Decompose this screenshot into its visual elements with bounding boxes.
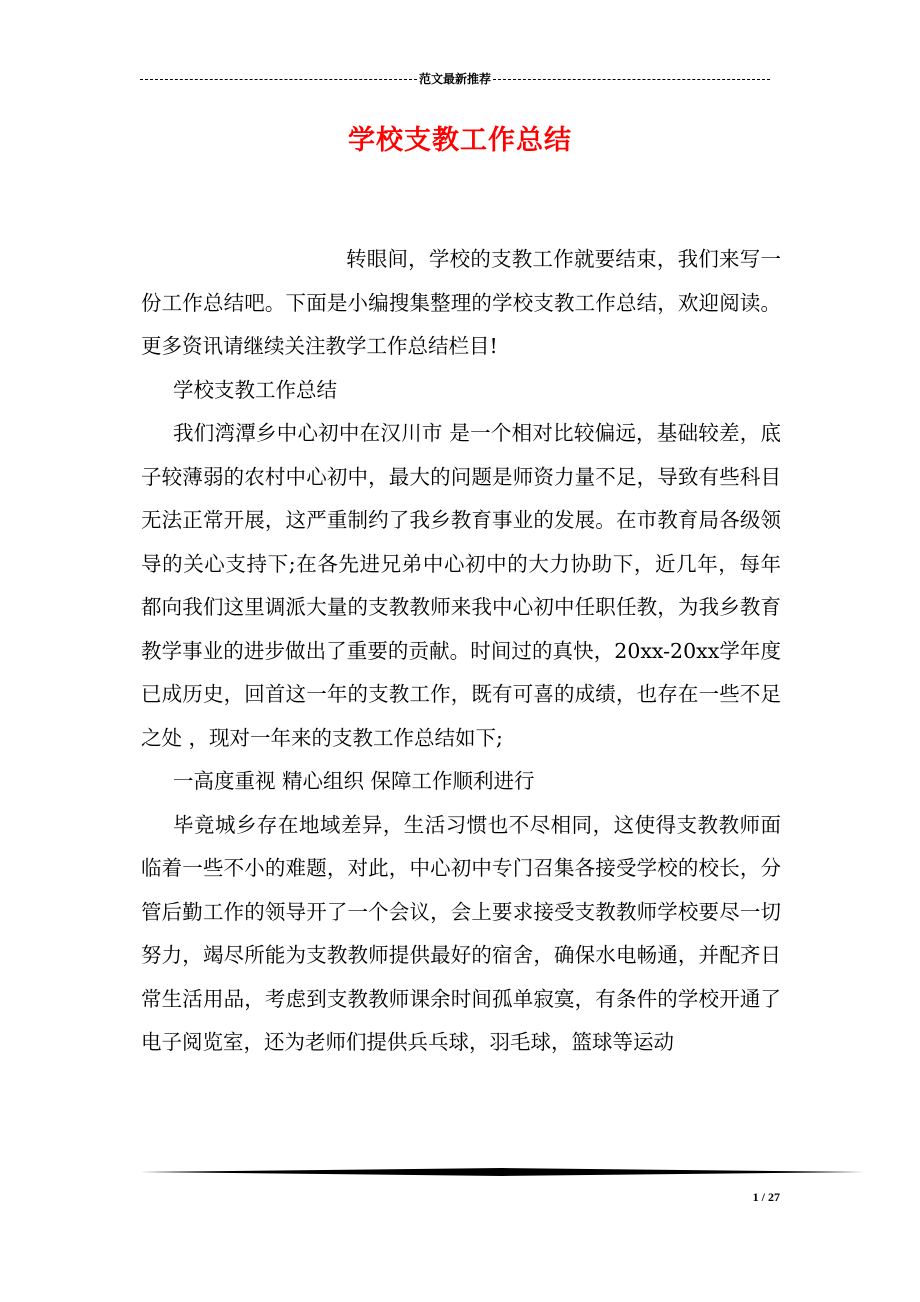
subsection-heading: 一高度重视 精心组织 保障工作顺利进行 [173, 769, 535, 793]
header-label: 范文最新推荐 [419, 71, 492, 86]
document-title: 学校支教工作总结 [348, 125, 572, 156]
body-paragraph: 毕竟城乡存在地域差异，生活习惯也不尽相同，这使得支教教师面临着一些不小的难题，对此，中心初中专门召集各接受学校的校长，分管后勤工作的领导开了一个会议，会上要求接受支教教师学校要尽一切努力，竭尽所能为支教教师提供最好的宿舍，确保水电畅通，并配齐日常生活用品，考虑到支教教师课余时间孤单寂寞，有条件的学校开通了电子阅览室，还为老师们提供兵乓球，羽毛球，篮球等运动 [141, 812, 781, 1054]
page-number: 1 / 27 [752, 1190, 780, 1204]
section-heading: 学校支教工作总结 [173, 377, 337, 402]
footer-rule [140, 1168, 864, 1176]
intro-paragraph: 转眼间，学校的支教工作就要结束，我们来写一份工作总结吧。下面是小编搜集整理的学校支教工作总结，欢迎阅读。更多资讯请继续关注教学工作总结栏目! [141, 247, 781, 358]
page-header [140, 68, 770, 88]
header-dash-left [140, 79, 417, 80]
document-body [141, 238, 781, 1065]
body-paragraph: 我们湾潭乡中心初中在汉川市 是一个相对比较偏远，基础较差，底子较薄弱的农村中心初中，最大的问题是师资力量不足，导致有些科目无法正常开展，这严重制约了我乡教育事业的发展。在市教育局各级领导的关心支持下;在各先进兄弟中心初中的大力协助下，近几年，每年都向我们这里调派大量的支教教师来我中心初中任职任教，为我乡教育教学事业的进步做出了重要的贡献。时间过的真快，20xx-20xx学年度已成历史，回首这一年的支教工作，既有可喜的成绩，也存在一些不足之处 ，现对一年来的支教工作总结如下; [141, 421, 781, 750]
header-dash-right [493, 79, 770, 80]
